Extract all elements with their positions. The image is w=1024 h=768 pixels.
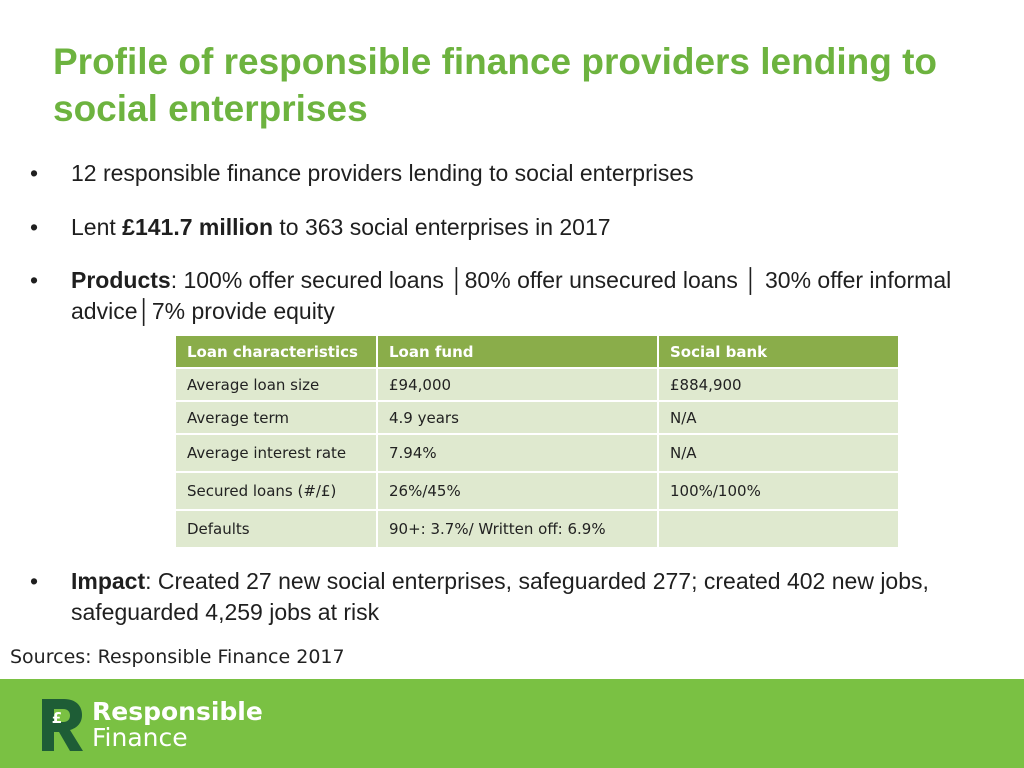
table-row [175,368,899,401]
bullet-impact-text [71,566,990,628]
table-cell: Secured loans (#/£) [175,472,377,510]
table-cell: 4.9 years [377,401,658,434]
table-row [175,510,899,548]
bullet-lent-post: to 363 social enterprises in 2017 [273,214,611,240]
table-cell: Defaults [175,510,377,548]
table-cell: Average loan size [175,368,377,401]
sources-note: Sources: Responsible Finance 2017 [10,646,345,668]
bullet-marker: • [30,160,39,186]
loan-characteristics-table [174,334,900,549]
table-cell: 90+: 3.7%/ Written off: 6.9% [377,510,658,548]
page-title: Profile of responsible finance providers lending to social enterprises [53,41,938,129]
table-row [175,472,899,510]
bullet-lent-amount: £141.7 million [122,214,274,240]
responsible-finance-logo [40,697,263,753]
table-header: Loan fund [377,335,658,368]
table-cell: 7.94% [377,434,658,472]
bullet-providers-text: 12 responsible finance providers lending to social enterprises [71,160,694,186]
table-header: Social bank [658,335,899,368]
bullet-products-detail: : 100% offer secured loans │80% offer unsecured loans │ 30% offer informal advice│7% provide equity [71,267,952,324]
logo-line2: Finance [92,723,188,752]
table-cell: 100%/100% [658,472,899,510]
bullet-products-label: Products [71,267,171,293]
logo-line1: Responsible [92,697,263,726]
logo-r-mark-icon [40,697,84,753]
table-cell [658,510,899,548]
table-row [175,434,899,472]
bullet-impact-detail: : Created 27 new social enterprises, safeguarded 277; created 402 new jobs, safeguarded 4,259 jobs at risk [71,568,929,625]
table-cell: £884,900 [658,368,899,401]
table-cell: N/A [658,401,899,434]
logo-pound-glyph: £ [51,709,63,727]
logo-wordmark [92,699,263,751]
bullet-impact-label: Impact [71,568,146,594]
table-cell: 26%/45% [377,472,658,510]
bullet-marker: • [30,267,39,293]
table-header: Loan characteristics [175,335,377,368]
bullet-marker: • [30,214,39,240]
table-cell: £94,000 [377,368,658,401]
table-header-row [175,335,899,368]
table-cell: Average term [175,401,377,434]
bullet-lent-text [71,212,990,243]
bullet-lent-pre: Lent [71,214,123,240]
table-cell: N/A [658,434,899,472]
bullet-products-text [71,265,990,327]
table-cell: Average interest rate [175,434,377,472]
bullet-marker: • [30,568,39,594]
table-row [175,401,899,434]
